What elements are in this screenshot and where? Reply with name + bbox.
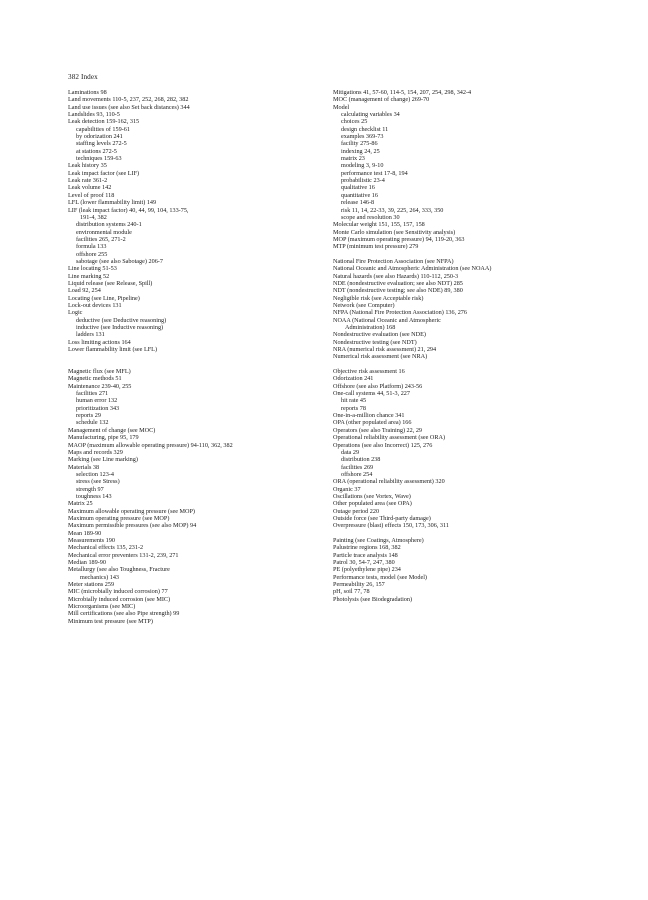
index-entry: Load 92, 254	[68, 287, 101, 295]
index-subentry: human error 132	[76, 397, 118, 405]
index-subentry: matrix 23	[341, 155, 365, 163]
index-entry: Patrol 30, 54-7, 247, 380	[333, 559, 395, 566]
index-entry: Maps and records 329	[68, 448, 123, 456]
index-subentry: quantitative 16	[341, 191, 378, 199]
index-entry: Offshore (see also Platform) 243-56	[333, 382, 423, 390]
index-entry: Microbially induced corrosion (see MIC)	[68, 595, 171, 603]
index-entry: LIF (leak impact factor) 40, 44, 99, 104, 133-75,	[68, 206, 189, 214]
group-spacer	[333, 530, 601, 537]
left-column	[68, 89, 336, 625]
index-subentry: at stations 272-5	[76, 147, 117, 155]
index-entry: Overpressure (blast) effects 150, 173, 306, 311	[333, 522, 449, 530]
index-entry: National Fire Protection Association (see NFPA)	[333, 257, 454, 265]
index-entry: Median 189-90	[68, 559, 106, 566]
index-entry: Model	[333, 103, 350, 111]
index-entry: Logic	[68, 309, 83, 317]
index-entry: Measurements 190	[68, 536, 115, 544]
index-entry: Leak volume 142	[68, 184, 112, 192]
index-entry: Operational reliability assessment (see ORA)	[333, 434, 446, 442]
index-entry: Network (see Computer)	[333, 301, 395, 309]
index-entry: LFL (lower flammability limit) 149	[68, 199, 157, 207]
index-entry: Mechanical effects 135, 231-2	[68, 544, 144, 552]
index-entry: Meter stations 259	[68, 581, 115, 589]
index-entry: Negligible risk (see Acceptable risk)	[333, 294, 424, 302]
index-entry: Locating (see Line, Pipeline)	[68, 294, 140, 302]
index-entry: Lock-out devices 131	[68, 301, 122, 309]
index-subentry: probabilistic 23-4	[341, 177, 385, 185]
index-entry: NRA (numerical risk assessment) 21, 294	[333, 346, 437, 354]
index-entry: Magnetic methods 51	[68, 375, 122, 383]
index-entry: NDT (nondestructive testing; see also NDE) 89, 380	[333, 287, 463, 295]
index-entry: ORA (operational reliability assessment) 320	[333, 478, 445, 486]
index-entry: Leak detection 159-162, 315	[68, 118, 140, 126]
index-entry: Outside force (see Third-party damage)	[333, 514, 431, 522]
index-entry: Oscillations (see Vortex, Wave)	[333, 492, 411, 500]
index-entry: Maximum permissible pressures (see also MOP) 94	[68, 522, 197, 530]
index-entry: Odorization 241	[333, 375, 374, 383]
index-entry: Permeability 26, 157	[333, 581, 385, 589]
index-entry: NOAA (National Oceanic and Atmospheric	[333, 316, 441, 324]
index-entry: Minimum test pressure (see MTP)	[68, 617, 153, 625]
index-subentry: facilities 265, 271-2	[76, 235, 126, 243]
index-entry: Leak impact factor (see LIF)	[68, 169, 140, 177]
index-subentry: data 29	[341, 448, 360, 456]
index-subentry: environmental module	[76, 228, 132, 236]
index-entry: Liquid release (see Release, Spill)	[68, 279, 153, 287]
index-entry: Monte Carlo simulation (see Sensitivity analysis)	[333, 228, 456, 236]
index-entry: National Oceanic and Atmospheric Administration (see NOAA)	[333, 265, 492, 273]
index-entry: Leak rate 361-2	[68, 177, 108, 185]
group-spacer	[68, 353, 336, 368]
index-subentry: qualitative 16	[341, 184, 375, 192]
index-subentry: formula 133	[76, 243, 107, 251]
index-entry: Marking (see Line marking)	[68, 456, 138, 464]
index-entry: One-in-a-million chance 341	[333, 412, 405, 420]
index-entry: Nondestructive testing (see NDT)	[333, 338, 417, 346]
index-entry: Maintenance 239-40, 255	[68, 382, 132, 390]
index-entry: Palustrine regions 168, 382	[333, 544, 401, 552]
index-subentry: facility 275-86	[341, 140, 378, 148]
index-entry: Management of change (see MOC)	[68, 426, 156, 434]
index-subentry: modeling 3, 9-10	[341, 162, 384, 170]
index-entry: One-call systems 44, 51-3, 227	[333, 390, 410, 398]
index-entry: PE (polyethylene pipe) 234	[333, 566, 401, 574]
index-subentry: selection 123-4	[76, 470, 114, 478]
index-subentry: performance test 17-8, 194	[341, 169, 408, 177]
index-subentry: ladders 131	[76, 331, 105, 339]
index-entry: Line locating 51-53	[68, 265, 117, 273]
index-entry: mechanics) 143	[80, 573, 120, 581]
right-column	[333, 89, 601, 603]
index-entry: Mitigations 41, 57-60, 114-5, 154, 207, 254, 298, 342-4	[333, 89, 472, 96]
index-subentry: reports 29	[76, 412, 101, 420]
index-entry: 191-4, 382	[80, 213, 107, 221]
index-entry: MAOP (maximum allowable operating pressure) 94-110, 362, 382	[68, 441, 233, 449]
index-entry: Maximum operating pressure (see MOP)	[68, 514, 170, 522]
index-entry: Operations (see also Incorrect) 125, 276	[333, 441, 433, 449]
index-subentry: reports 78	[341, 404, 366, 412]
index-entry: Natural hazards (see also Hazards) 110-112, 250-3	[333, 272, 459, 280]
index-subentry: calculating variables 34	[341, 111, 400, 119]
index-entry: Leak history 35	[68, 162, 107, 170]
index-subentry: facilities 271	[76, 390, 109, 398]
index-entry: pH, soil 77, 78	[333, 588, 370, 596]
index-entry: MOC (management of change) 269-70	[333, 96, 430, 104]
index-entry: Level of proof 118	[68, 191, 115, 199]
index-entry: NDE (nondestructive evaluation; see also NDT) 285	[333, 279, 463, 287]
index-entry: Line marking 52	[68, 272, 110, 280]
page-header: 382 Index	[68, 73, 98, 81]
index-subentry: capabilities of 159-61	[76, 125, 130, 133]
index-subentry: strength 97	[76, 485, 104, 493]
index-entry: Matrix 25	[68, 500, 93, 508]
index-entry: Loss limiting actions 164	[68, 338, 131, 346]
index-entry: Performance tests, model (see Model)	[333, 573, 427, 581]
index-subentry: techniques 159-63	[76, 155, 122, 163]
group-spacer	[333, 361, 601, 368]
index-subentry: schedule 132	[76, 419, 109, 427]
index-subentry: inductive (see Inductive reasoning)	[76, 324, 164, 331]
index-subentry: choices 25	[341, 118, 368, 126]
index-entry: Organic 37	[333, 485, 361, 493]
index-subentry: distribution systems 240-1	[76, 221, 142, 229]
index-entry: Mill certifications (see also Pipe strength) 99	[68, 610, 180, 618]
index-entry: Painting (see Coatings, Atmosphere)	[333, 536, 424, 544]
index-entry: Particle trace analysis 148	[333, 551, 398, 559]
index-subentry: staffing levels 272-5	[76, 140, 127, 148]
index-entry: Metallurgy (see also Toughness, Fracture	[68, 566, 170, 574]
index-subentry: facilities 269	[341, 463, 374, 471]
index-entry: Mechanical error preventers 131-2, 239, 271	[68, 551, 179, 559]
index-subentry: deductive (see Deductive reasoning)	[76, 316, 167, 324]
index-entry: Administration) 168	[345, 324, 396, 331]
index-entry: Maximum allowable operating pressure (see MOP)	[68, 507, 195, 515]
index-subentry: indexing 24, 25	[341, 147, 380, 155]
index-entry: Materials 38	[68, 463, 100, 471]
index-subentry: design checklist 11	[341, 125, 389, 133]
index-entry: Land use issues (see also Set back distances) 344	[68, 103, 190, 111]
index-entry: MTP (minimum test pressure) 279	[333, 243, 419, 251]
index-entry: Manufacturing, pipe 95, 179	[68, 434, 139, 442]
index-entry: MOP (maximum operating pressure) 94, 119-20, 363	[333, 235, 465, 243]
index-subentry: offshore 254	[341, 470, 373, 478]
index-entry: Mean 189-90	[68, 529, 102, 537]
index-entry: Operators (see also Training) 22, 29	[333, 426, 423, 434]
index-subentry: stress (see Stress)	[76, 478, 120, 486]
index-subentry: hit rate 45	[341, 397, 367, 405]
index-entry: Landslides 93, 110-5	[68, 111, 120, 119]
index-subentry: by odorization 241	[76, 133, 123, 141]
index-subentry: prioritization 343	[76, 404, 120, 412]
index-subentry: scope and resolution 30	[341, 213, 400, 221]
index-entry: Laminations 98	[68, 89, 107, 96]
index-entry: Magnetic flux (see MFL)	[68, 368, 131, 376]
index-entry: MIC (microbially induced corrosion) 77	[68, 588, 168, 596]
group-spacer	[333, 251, 601, 258]
index-subentry: sabotage (see also Sabotage) 206-7	[76, 257, 163, 265]
index-entry: Lower flammability limit (see LFL)	[68, 346, 158, 354]
index-subentry: release 146-8	[341, 199, 375, 207]
index-subentry: toughness 143	[76, 492, 112, 500]
index-entry: Molecular weight 151, 155, 157, 158	[333, 221, 425, 229]
index-subentry: examples 369-73	[341, 133, 384, 141]
index-entry: Land movements 110-5, 237, 252, 268, 282, 382	[68, 96, 189, 104]
index-entry: Nondestructive evaluation (see NDE)	[333, 331, 426, 339]
index-entry: OPA (other populated area) 166	[333, 419, 412, 427]
index-entry: Microorganisms (see MIC)	[68, 603, 136, 611]
index-entry: Objective risk assessment 16	[333, 368, 405, 376]
index-entry: Numerical risk assessment (see NRA)	[333, 353, 428, 361]
index-subentry: offshore 255	[76, 250, 108, 258]
index-subentry: risk 11, 14, 22-33, 39, 225, 264, 333, 350	[341, 206, 444, 214]
index-subentry: distribution 238	[341, 456, 381, 464]
index-entry: Photolysis (see Biodegradation)	[333, 595, 413, 603]
index-entry: Other populated area (see OPA)	[333, 500, 412, 508]
index-entry: Outage period 220	[333, 507, 380, 515]
index-entry: NFPA (National Fire Protection Association) 136, 276	[333, 309, 467, 317]
